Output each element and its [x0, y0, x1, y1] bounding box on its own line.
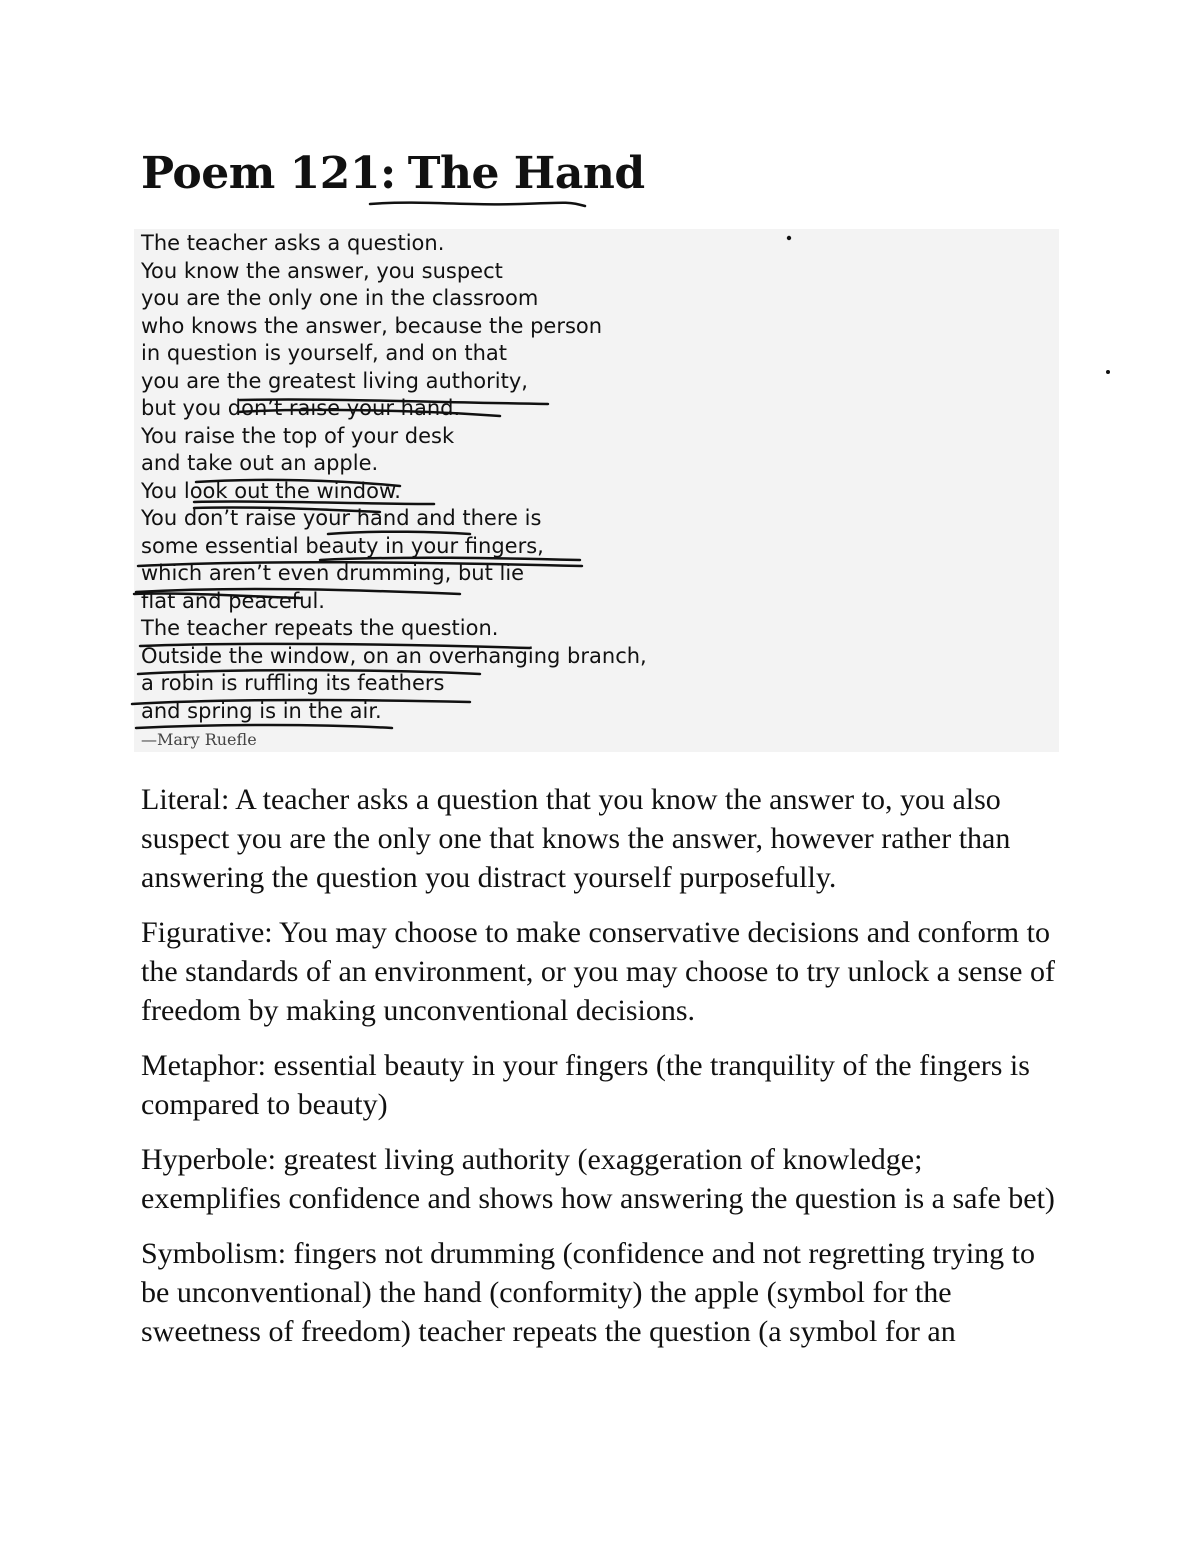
poem-line: flat and peaceful.: [141, 588, 325, 613]
poem-line: who knows the answer, because the person: [141, 313, 603, 338]
analysis-hyperbole: Hyperbole: greatest living authority (exaggeration of knowledge; exemplifies confidence and shows how answering the question is a safe bet): [141, 1143, 1055, 1215]
poem-line: and spring is in the air.: [141, 698, 382, 723]
poem-line: you are the greatest living authority,: [141, 368, 528, 393]
poem-number: Poem 121:: [141, 148, 396, 199]
poem-attribution: —Mary Ruefle: [141, 730, 257, 749]
poem-line: but you don’t raise your hand.: [141, 396, 461, 420]
analysis-figurative: Figurative: You may choose to make conservative decisions and conform to the standards of an environment, or you may choose to try unlock a sense of freedom by making unconventional decisions.: [141, 916, 1055, 1027]
poem-line: You don’t raise your hand and there is: [141, 506, 542, 530]
poem-line: The teacher asks a question.: [141, 231, 445, 255]
analysis-section: [141, 780, 1056, 1367]
page-title: [141, 146, 645, 202]
title-underline: [370, 203, 585, 206]
poem-line: some essential beauty in your fingers,: [141, 533, 544, 558]
poem-line: and take out an apple.: [141, 451, 379, 475]
analysis-literal: Literal: A teacher asks a question that you know the answer to, you also suspect you are the only one that knows the answer, however rather than answering the question you distract yourself purposefully.: [141, 783, 1011, 894]
poem-line: Outside the window, on an overhanging branch,: [141, 643, 647, 668]
poem-line: The teacher repeats the question.: [141, 616, 499, 640]
poem-line: in question is yourself, and on that: [141, 341, 507, 365]
poem-lines: [141, 230, 647, 725]
analysis-metaphor: Metaphor: essential beauty in your fingers (the tranquility of the fingers is compared to beauty): [141, 1049, 1030, 1121]
poem-line: you are the only one in the classroom: [141, 286, 539, 310]
poem-line: You look out the window.: [141, 478, 401, 503]
poem-title: The Hand: [407, 148, 645, 199]
poem-line: a robin is ruffling its feathers: [141, 671, 445, 695]
analysis-symbolism: Symbolism: fingers not drumming (confidence and not regretting trying to be unconventional) the hand (conformity) the apple (symbol for the sweetness of freedom) teacher repeats the question (a symbol for an: [141, 1237, 1036, 1348]
poem-line: You raise the top of your desk: [141, 423, 455, 448]
poem-line: You know the answer, you suspect: [141, 258, 503, 283]
stray-mark: [1106, 370, 1110, 374]
poem-line: which aren’t even drumming, but lie: [141, 561, 525, 585]
